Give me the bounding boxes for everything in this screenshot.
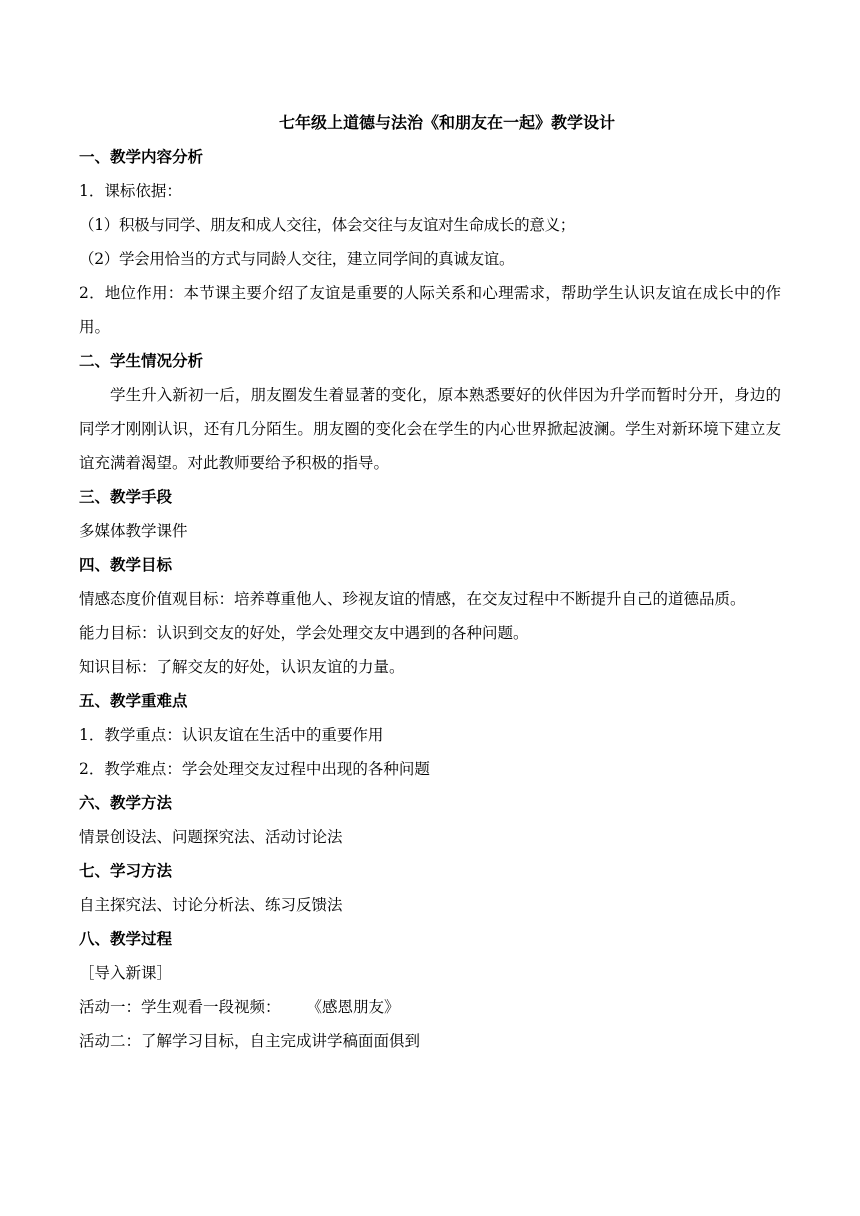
goal-emotional-values: 情感态度价值观目标：培养尊重他人、珍视友谊的情感，在交友过程中不断提升自己的道德品质。 — [79, 590, 746, 608]
student-analysis-paragraph: 学生升入新初一后，朋友圈发生着显著的变化，原本熟悉要好的伙伴因为升学而暂时分开，身边的同学才刚刚认识，还有几分陌生。朋友圈的变化会在学生的内心世界掀起波澜。学生对新环境下建立友谊充满着渴望。对此教师要给予积极的指导。 — [79, 386, 781, 472]
key-point: 1．教学重点：认识友谊在生活中的重要作用 — [79, 726, 384, 744]
difficult-point: 2．教学难点：学会处理交友过程中出现的各种问题 — [79, 760, 430, 778]
position-role-paragraph: 2．地位作用：本节课主要介绍了友谊是重要的人际关系和心理需求，帮助学生认识友谊在成长中的作用。 — [79, 284, 781, 336]
curriculum-basis-item-2: （2）学会用恰当的方式与同龄人交往，建立同学间的真诚友谊。 — [79, 250, 515, 268]
document-title: 七年级上道德与法治《和朋友在一起》教学设计 — [278, 113, 615, 132]
document-body — [79, 106, 781, 1058]
section-heading-content-analysis: 一、教学内容分析 — [79, 148, 204, 166]
section-heading-teaching-goals: 四、教学目标 — [79, 556, 173, 574]
curriculum-basis-item-1: （1）积极与同学、朋友和成人交往，体会交往与友谊对生命成长的意义； — [79, 216, 575, 234]
section-heading-learning-methods: 七、学习方法 — [79, 862, 173, 880]
section-heading-teaching-means: 三、教学手段 — [79, 488, 173, 506]
curriculum-basis-label: 1．课标依据： — [79, 182, 182, 200]
teaching-means-text: 多媒体教学课件 — [79, 522, 188, 540]
section-heading-teaching-process: 八、教学过程 — [79, 930, 173, 948]
section-heading-student-analysis: 二、学生情况分析 — [79, 352, 204, 370]
learning-methods-text: 自主探究法、讨论分析法、练习反馈法 — [79, 896, 343, 914]
section-heading-teaching-methods: 六、教学方法 — [79, 794, 173, 812]
activity-one-label: 活动一：学生观看一段视频： — [79, 998, 281, 1016]
teaching-methods-text: 情景创设法、问题探究法、活动讨论法 — [79, 828, 343, 846]
activity-one-video-title: 《感恩朋友》 — [306, 998, 400, 1016]
activity-one — [79, 990, 781, 1024]
lesson-intro-label: ［导入新课］ — [79, 964, 173, 982]
activity-two: 活动二：了解学习目标，自主完成讲学稿面面俱到 — [79, 1032, 421, 1050]
goal-knowledge: 知识目标：了解交友的好处，认识友谊的力量。 — [79, 658, 405, 676]
goal-ability: 能力目标：认识到交友的好处，学会处理交友中遇到的各种问题。 — [79, 624, 529, 642]
section-heading-key-difficult-points: 五、教学重难点 — [79, 692, 188, 710]
